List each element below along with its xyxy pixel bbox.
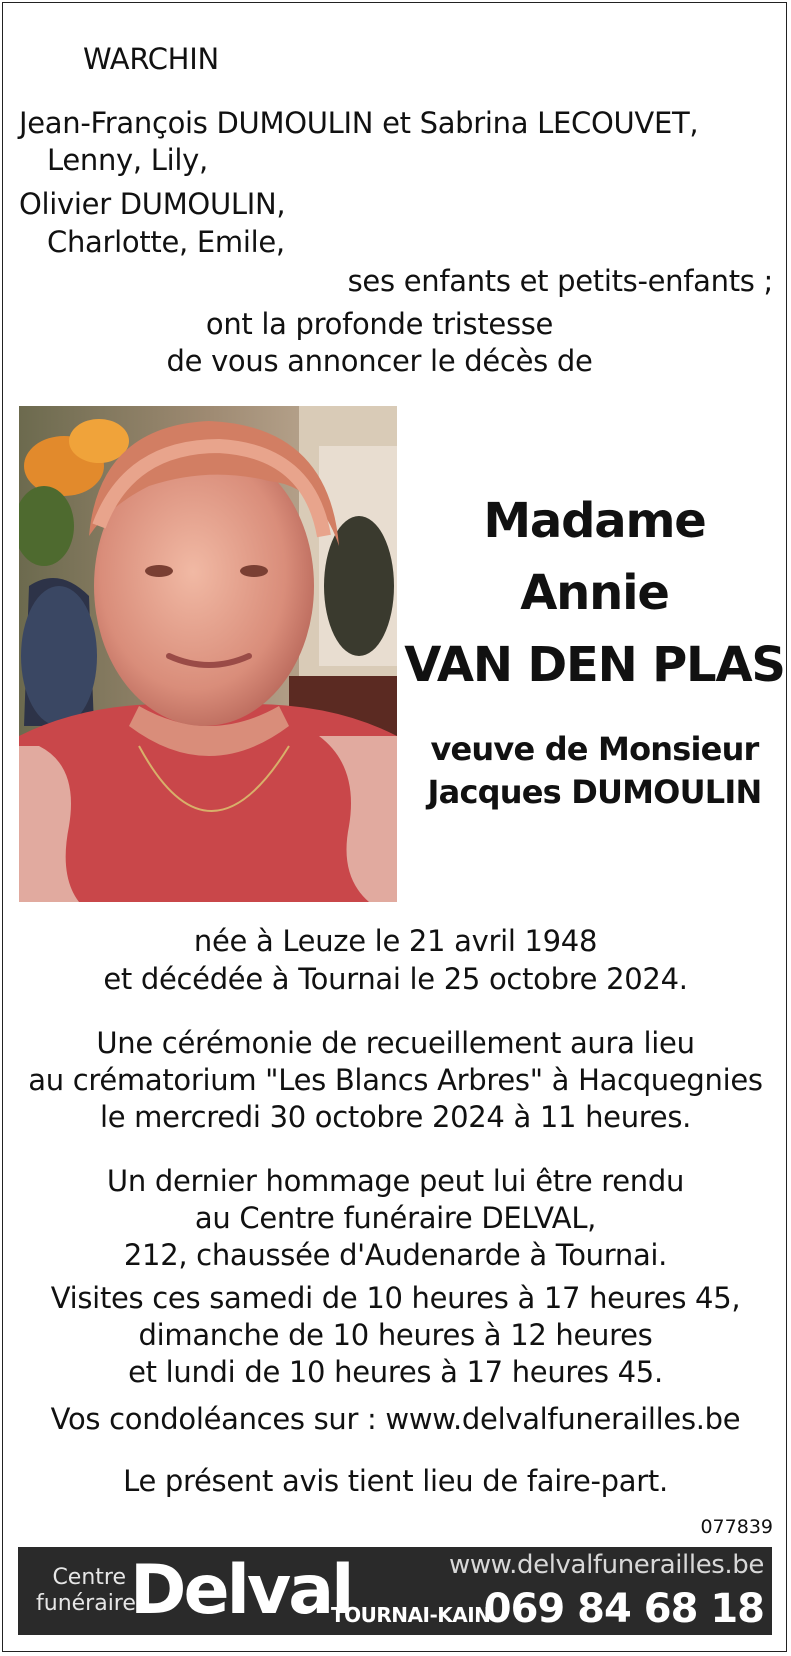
tribute-line-2: au Centre funéraire DELVAL,	[194, 1201, 597, 1235]
tribute-line-5: dimanche de 10 heures à 12 heures	[138, 1318, 653, 1352]
footer-brand: Delval	[130, 1551, 352, 1630]
funeral-home-banner	[18, 1547, 772, 1635]
portrait-photo	[19, 406, 397, 902]
tribute-line-3: 212, chaussée d'Audenarde à Tournai.	[123, 1238, 668, 1272]
family-line-1: Jean-François DUMOULIN et Sabrina LECOUVET,	[19, 106, 699, 140]
notice-line: Le présent avis tient lieu de faire-part.	[123, 1464, 668, 1498]
footer-website: www.delvalfunerailles.be	[448, 1550, 764, 1580]
ceremony-line-3: le mercredi 30 octobre 2024 à 11 heures.	[99, 1100, 692, 1134]
family-line-2: Lenny, Lily,	[47, 143, 208, 177]
footer-phone: 069 84 68 18	[483, 1586, 764, 1632]
deceased-last-name: VAN DEN PLAS	[404, 637, 785, 693]
tribute-line-6: et lundi de 10 heures à 17 heures 45.	[128, 1355, 663, 1389]
death-line: et décédée à Tournai le 25 octobre 2024.	[103, 962, 688, 996]
town-heading: WARCHIN	[83, 42, 219, 76]
family-line-3: Olivier DUMOULIN,	[19, 187, 286, 221]
birth-line: née à Leuze le 21 avril 1948	[193, 924, 598, 958]
footer-funeraire-label: funéraire	[36, 1591, 136, 1616]
announcement-line-2: de vous annoncer le décès de	[166, 344, 593, 378]
deceased-title: Madame	[483, 493, 706, 549]
tribute-line-1: Un dernier hommage peut lui être rendu	[106, 1164, 685, 1198]
ceremony-line-2: au crématorium "Les Blancs Arbres" à Hacquegnies	[28, 1063, 763, 1097]
footer-centre-label: Centre	[52, 1565, 126, 1590]
announcement-line-1: ont la profonde tristesse	[205, 307, 554, 341]
family-line-4: Charlotte, Emile,	[47, 225, 285, 259]
footer-location: TOURNAI-KAIN	[331, 1603, 491, 1627]
tribute-line-4: Visites ces samedi de 10 heures à 17 heures 45,	[50, 1281, 741, 1315]
condolences-line: Vos condoléances sur : www.delvalfunerailles.be	[50, 1402, 741, 1436]
ceremony-line-1: Une cérémonie de recueillement aura lieu	[96, 1026, 695, 1060]
widow-line-2: Jacques DUMOULIN	[427, 773, 762, 811]
reference-number: 077839	[700, 1516, 773, 1538]
family-relation: ses enfants et petits-enfants ;	[347, 264, 773, 298]
widow-line-1: veuve de Monsieur	[430, 730, 759, 768]
deceased-first-name: Annie	[520, 565, 669, 621]
